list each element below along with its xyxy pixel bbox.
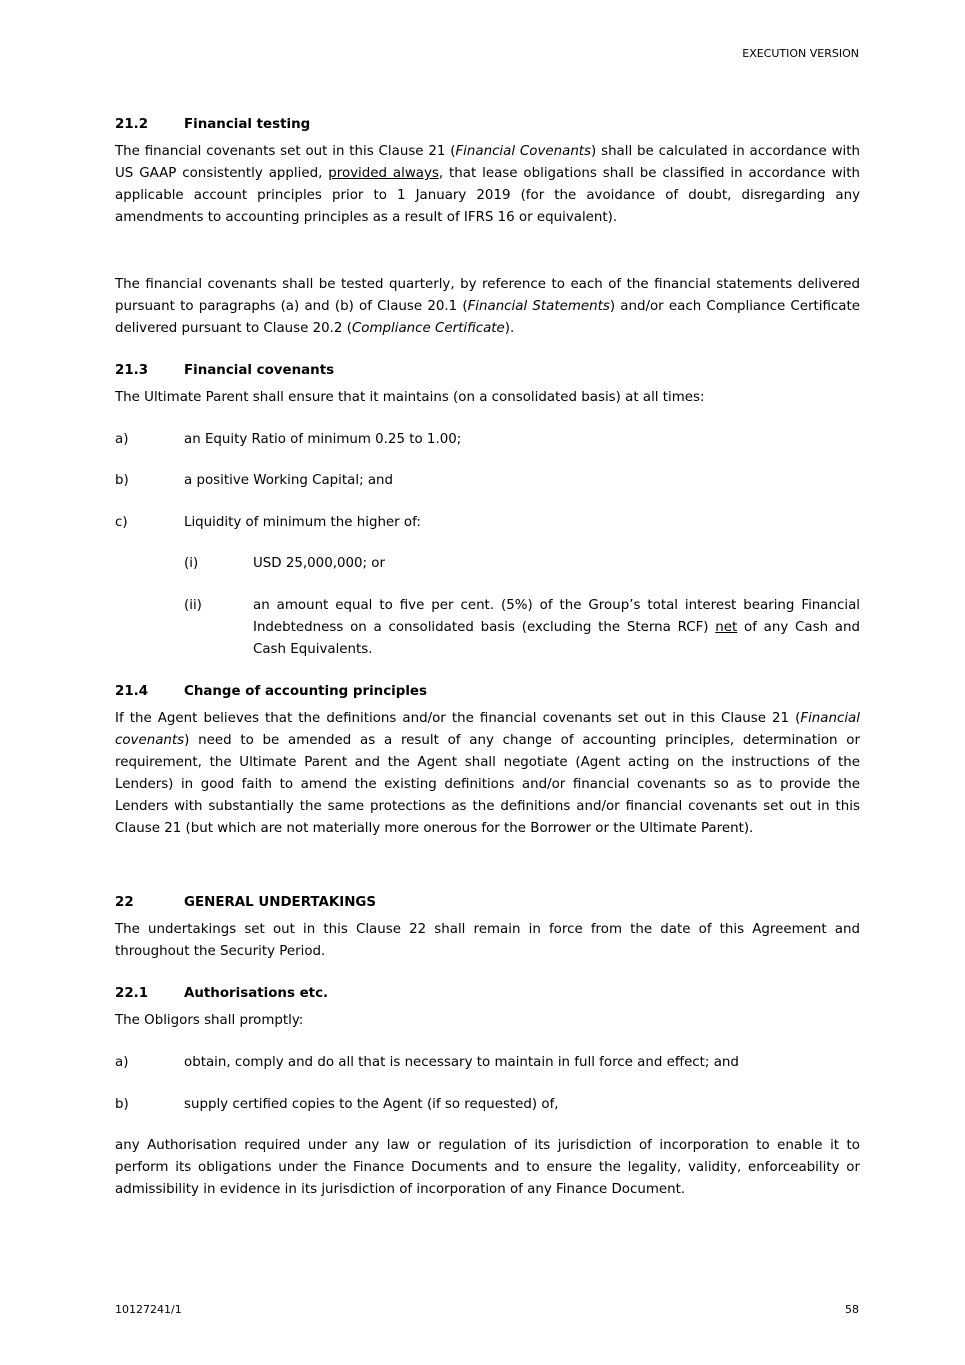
paragraph-general-undertakings (115, 919, 860, 963)
heading-title: Financial testing (184, 117, 311, 132)
italic-term: Financial Statements (467, 299, 610, 314)
sub-list-item (115, 595, 860, 661)
italic-term: Financial Covenants (455, 144, 592, 159)
execution-version-header: EXECUTION VERSION (742, 47, 859, 60)
text-segment: USD 25,000,000; or (253, 556, 386, 571)
heading-21-2 (115, 114, 860, 136)
italic-term: Compliance Certificate (351, 321, 505, 336)
heading-number: 21.3 (115, 363, 149, 378)
text-segment: The financial covenants shall be tested quarterly, by reference to each of the financial statements delivered pursuant to paragraphs (a) and (b) of Clause 20.1 ( (115, 277, 860, 314)
paragraph-testing-frequency (115, 274, 860, 340)
list-text (184, 1052, 860, 1074)
list-text (184, 429, 860, 451)
text-segment: an amount equal to five per cent. (5%) of the Group’s total interest bearing Financial Indebtedness on a consolidated basis (excluding the Sterna RCF) (253, 598, 860, 635)
text-segment: Liquidity of minimum the higher of: (184, 515, 421, 530)
text-segment: The Ultimate Parent shall ensure that it maintains (on a consolidated basis) at all times: (115, 390, 705, 405)
list-label: a) (115, 432, 129, 447)
text-segment: The undertakings set out in this Clause 22 shall remain in force from the date of this Agreement and throughout the Security Period. (115, 922, 860, 959)
text-segment: ) shall be calculated in accordance with US GAAP consistently applied, (115, 144, 860, 181)
list-label: b) (115, 1097, 129, 1112)
underlined-term: net (715, 620, 738, 635)
text-segment: of any Cash and Cash Equivalents. (253, 620, 860, 657)
text-segment: ) need to be amended as a result of any change of accounting principles, determination or requirement, the Ultimate Parent and the Agent shall negotiate (Agent acting on the instructions of the Lenders) in good faith to amend the existing definitions and/or financial covenants so as to provide the Lenders with substantially the same protections as the definitions and/or financial covenants set out in this Clause 21 (but which are not materially more onerous for the Borrower or the Ultimate Parent). (115, 733, 860, 836)
text-segment: an Equity Ratio of minimum 0.25 to 1.00; (184, 432, 462, 447)
list-item (115, 429, 860, 451)
heading-22-1 (115, 983, 860, 1005)
heading-number: 21.4 (115, 684, 149, 699)
text-segment: ). (504, 321, 515, 336)
heading-21-3 (115, 360, 860, 382)
text-segment: ) and/or each Compliance Certificate delivered pursuant to Clause 20.2 ( (115, 299, 860, 336)
heading-title: Change of accounting principles (184, 684, 427, 699)
heading-title: GENERAL UNDERTAKINGS (184, 895, 377, 910)
text-segment: The financial covenants set out in this Clause 21 ( (115, 144, 456, 159)
heading-number: 22.1 (115, 986, 149, 1001)
document-id: 10127241/1 (115, 1303, 182, 1316)
paragraph-authorisation (115, 1135, 860, 1201)
list-label: (i) (184, 556, 199, 571)
list-item (115, 470, 860, 492)
text-segment: supply certified copies to the Agent (if so requested) of, (184, 1097, 559, 1112)
heading-title: Authorisations etc. (184, 986, 329, 1001)
text-segment: obtain, comply and do all that is necessary to maintain in full force and effect; and (184, 1055, 739, 1070)
list-text (184, 512, 860, 534)
heading-title: Financial covenants (184, 363, 335, 378)
page-number: 58 (845, 1303, 859, 1316)
list-text (253, 553, 860, 575)
list-label: b) (115, 473, 129, 488)
heading-number: 22 (115, 895, 134, 910)
text-segment: , that lease obligations shall be classified in accordance with applicable account principles prior to 1 January 2019 (for the avoidance of doubt, disregarding any amendments to accounting principles as a result of IFRS 16 or equivalent). (115, 166, 860, 225)
list-label: (ii) (184, 598, 202, 613)
heading-number: 21.2 (115, 117, 149, 132)
list-item (115, 1052, 860, 1074)
italic-term: Financial covenants (115, 711, 860, 748)
list-label: c) (115, 515, 128, 530)
list-item (115, 1094, 860, 1116)
text-segment: a positive Working Capital; and (184, 473, 394, 488)
heading-21-4 (115, 681, 860, 703)
text-segment: any Authorisation required under any law or regulation of its jurisdiction of incorporation to enable it to perform its obligations under the Finance Documents and to ensure the legality, validity, enforceability or admissibility in evidence in its jurisdiction of incorporation of any Finance Document. (115, 1138, 860, 1197)
heading-22 (115, 892, 860, 914)
list-text (184, 1094, 860, 1116)
paragraph-covenants-intro (115, 387, 860, 409)
list-text (253, 595, 860, 661)
underlined-term: provided always (328, 166, 439, 181)
list-item (115, 512, 860, 534)
text-segment: The Obligors shall promptly: (115, 1013, 304, 1028)
list-text (184, 470, 860, 492)
list-label: a) (115, 1055, 129, 1070)
paragraph-accounting-change (115, 708, 860, 840)
sub-list-item (115, 553, 860, 575)
text-segment: If the Agent believes that the definitions and/or the financial covenants set out in this Clause 21 ( (115, 711, 801, 726)
paragraph-obligors (115, 1010, 860, 1032)
paragraph-financial-testing (115, 141, 860, 229)
